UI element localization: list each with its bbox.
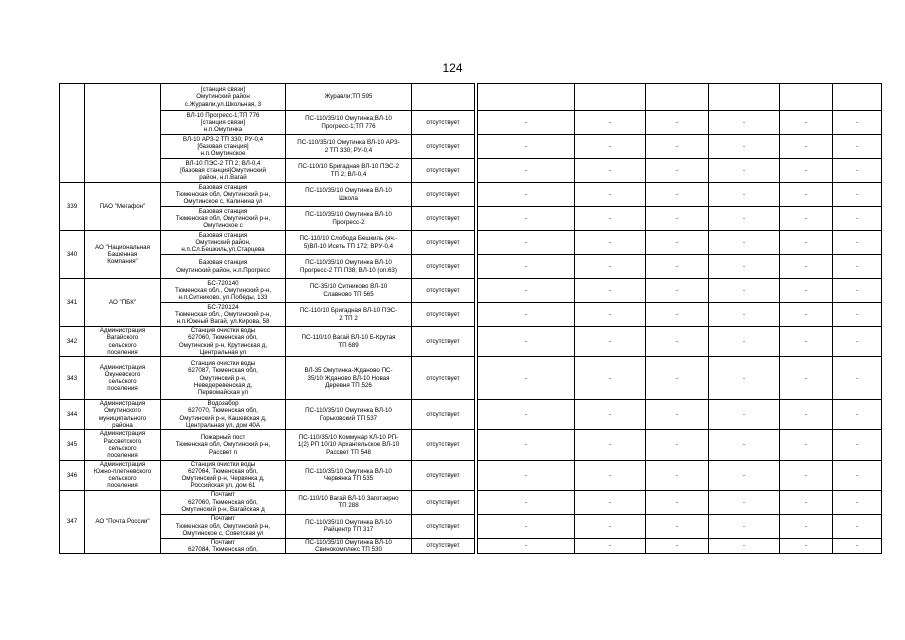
table-row (60, 303, 882, 327)
supply-source-cell: ВЛ-35 Омутинка-Ждановo ПС- 35/10 Ждановo ВЛ-10 Новая Деревня ТП 526 (286, 357, 412, 400)
supply-source-cell: ПС-110/35/10 Омутинка ВЛ-10 Райцентр ТП 317 (286, 514, 412, 538)
table-row (60, 327, 882, 357)
location-cell: [станция связи] Омутинский район с.Журавли,ул.Школьная, 3 (161, 84, 286, 111)
value-cell: - (833, 207, 882, 231)
value-cell: - (780, 159, 833, 183)
value-cell: - (478, 159, 575, 183)
value-cell: - (780, 327, 833, 357)
status-cell (412, 84, 475, 111)
location-cell: Почтамт Тюменская обл, Омутинский р-н, Омутинское с, Советская ул (161, 514, 286, 538)
value-cell: - (780, 303, 833, 327)
table-row (60, 255, 882, 279)
table-row (60, 207, 882, 231)
organization-cell: АО "Почта России" (85, 490, 161, 554)
location-cell: Станция очистки воды 627060, Тюменская обл, Омутинский р-н, Крутинская д, Центральная ул (161, 327, 286, 357)
value-cell: - (646, 538, 709, 554)
consumer-table (59, 83, 882, 554)
value-cell (709, 84, 780, 111)
value-cell: - (780, 279, 833, 303)
row-number-cell: 340 (60, 231, 85, 279)
location-cell: ВЛ-10 ПЭС-2 ТП 2; ВЛ-0,4 [базовая станция]Омутинский район, н.п.Вагай (161, 159, 286, 183)
table-row (60, 159, 882, 183)
value-cell: - (833, 400, 882, 430)
value-cell: - (833, 490, 882, 514)
value-cell: - (780, 460, 833, 490)
value-cell: - (833, 135, 882, 159)
supply-source-cell: ПС-110/35/10 Омутинка ВЛ-10 Школа (286, 183, 412, 207)
value-cell: - (575, 183, 646, 207)
organization-cell: АО "ПБК" (85, 279, 161, 327)
value-cell: - (709, 327, 780, 357)
table-row (60, 460, 882, 490)
status-cell: отсутствует (412, 490, 475, 514)
value-cell: - (646, 183, 709, 207)
status-cell: отсутствует (412, 357, 475, 400)
value-cell: - (833, 357, 882, 400)
value-cell: - (646, 303, 709, 327)
supply-source-cell: ПС-110/35/10 Омутинка ВЛ-10 Свинокомплекс ТП 530 (286, 538, 412, 554)
value-cell: - (575, 279, 646, 303)
value-cell: - (478, 490, 575, 514)
organization-cell: Администрация Южно-плетневского сельского поселения (85, 460, 161, 490)
location-cell: Почтамт 627060, Тюменская обл, Омутинский р-н, Вагайская д (161, 490, 286, 514)
value-cell: - (709, 279, 780, 303)
status-cell: отсутствует (412, 159, 475, 183)
value-cell: - (780, 357, 833, 400)
supply-source-cell: ПС-110/10 Вагай ВЛ-10 Заготзерно ТП 288 (286, 490, 412, 514)
value-cell: - (478, 357, 575, 400)
value-cell: - (780, 183, 833, 207)
value-cell: - (575, 327, 646, 357)
organization-cell (85, 84, 161, 183)
status-cell: отсутствует (412, 183, 475, 207)
row-number-cell: 343 (60, 357, 85, 400)
supply-source-cell: ПС-110/35/10 Омутинка;ВЛ-10 Прогресс-1;ТП 776 (286, 111, 412, 135)
status-cell: отсутствует (412, 430, 475, 460)
value-cell: - (780, 514, 833, 538)
value-cell: - (646, 207, 709, 231)
value-cell: - (709, 231, 780, 255)
table-row (60, 430, 882, 460)
value-cell: - (575, 430, 646, 460)
supply-source-cell: ПС-110/35/10 Омутинка ВЛ-10 Червянка ТП 535 (286, 460, 412, 490)
value-cell: - (833, 159, 882, 183)
value-cell: - (709, 514, 780, 538)
row-number-cell (60, 84, 85, 183)
row-number-cell: 342 (60, 327, 85, 357)
location-cell: Почтамт 627084, Тюменская обл, (161, 538, 286, 554)
value-cell: - (478, 279, 575, 303)
row-number-cell: 344 (60, 400, 85, 430)
value-cell: - (478, 303, 575, 327)
status-cell: отсутствует (412, 514, 475, 538)
location-cell: Базовая станция Тюменская обл, Омутинский р-н, Омутинское с, Калинина ул (161, 183, 286, 207)
supply-source-cell: ПС-110/35/10 Омутинка ВЛ-10 Прогресс-2 (286, 207, 412, 231)
value-cell: - (575, 357, 646, 400)
row-number-cell: 339 (60, 183, 85, 231)
value-cell (780, 84, 833, 111)
value-cell: - (709, 490, 780, 514)
value-cell: - (780, 255, 833, 279)
table-row (60, 279, 882, 303)
value-cell (833, 84, 882, 111)
status-cell: отсутствует (412, 279, 475, 303)
page-number: 124 (442, 61, 463, 75)
location-cell: БС-720124 Тюменская обл., Омутинский р-н, н.п.Южный Вагай, ул.Кирова, 58 (161, 303, 286, 327)
value-cell: - (709, 207, 780, 231)
value-cell: - (780, 400, 833, 430)
value-cell: - (709, 357, 780, 400)
organization-cell: Администрация Окуневского сельского поселения (85, 357, 161, 400)
value-cell: - (478, 255, 575, 279)
table-row (60, 400, 882, 430)
value-cell: - (575, 490, 646, 514)
value-cell: - (833, 460, 882, 490)
value-cell (575, 84, 646, 111)
value-cell: - (478, 460, 575, 490)
value-cell: - (575, 111, 646, 135)
organization-cell: ПАО "Мегафон" (85, 183, 161, 231)
value-cell: - (575, 231, 646, 255)
value-cell: - (780, 111, 833, 135)
value-cell: - (646, 135, 709, 159)
value-cell: - (780, 430, 833, 460)
value-cell: - (478, 135, 575, 159)
value-cell: - (646, 514, 709, 538)
value-cell: - (575, 207, 646, 231)
location-cell: Пожарный пост Тюменская обл, Омутинский р-н, Рассвет п (161, 430, 286, 460)
status-cell: отсутствует (412, 231, 475, 255)
value-cell (478, 84, 575, 111)
status-cell: отсутствует (412, 460, 475, 490)
supply-source-cell: ПС-110/10 Бригадная ВЛ-10 ПЭС-2 ТП 2; ВЛ-0,4 (286, 159, 412, 183)
value-cell: - (709, 538, 780, 554)
location-cell: Станция очистки воды 627064, Тюменская обл, Омутинский р-н, Червянка д, Российская ул, дом 61 (161, 460, 286, 490)
value-cell: - (833, 183, 882, 207)
value-cell: - (478, 231, 575, 255)
value-cell: - (709, 135, 780, 159)
value-cell: - (833, 327, 882, 357)
value-cell: - (833, 111, 882, 135)
row-number-cell: 341 (60, 279, 85, 327)
supply-source-cell: ПС-110/10 Бригадная ВЛ-10 ПЭС- 2 ТП 2 (286, 303, 412, 327)
value-cell: - (833, 538, 882, 554)
status-cell: отсутствует (412, 255, 475, 279)
value-cell: - (709, 111, 780, 135)
supply-source-cell: ПС-110/35/10 Омутинка ВЛ-10 Прогресс-2 ТП П38; ВЛ-10 (оп.63) (286, 255, 412, 279)
table-row (60, 514, 882, 538)
value-cell: - (575, 538, 646, 554)
table-row (60, 84, 882, 111)
table-row (60, 490, 882, 514)
value-cell: - (833, 303, 882, 327)
value-cell: - (709, 430, 780, 460)
value-cell: - (478, 327, 575, 357)
table-row (60, 111, 882, 135)
value-cell: - (709, 460, 780, 490)
organization-cell: Администрация Омутинского муниципального района (85, 400, 161, 430)
value-cell: - (646, 490, 709, 514)
value-cell: - (575, 159, 646, 183)
value-cell: - (478, 207, 575, 231)
location-cell: ВЛ-10 АРЗ-2 ТП 330; РУ-0,4 [базовая станция] н.п.Омутинское (161, 135, 286, 159)
location-cell: БС-720140 Тюменская обл., Омутинский р-н, н.п.Ситниково, ул.Победы, 133 (161, 279, 286, 303)
value-cell: - (478, 111, 575, 135)
value-cell: - (646, 327, 709, 357)
value-cell: - (646, 255, 709, 279)
value-cell: - (646, 279, 709, 303)
value-cell: - (646, 430, 709, 460)
status-cell: отсутствует (412, 303, 475, 327)
supply-source-cell: Журавли;ТП 595 (286, 84, 412, 111)
value-cell: - (478, 183, 575, 207)
value-cell: - (478, 400, 575, 430)
value-cell: - (575, 255, 646, 279)
location-cell: Водозабор 627070, Тюменская обл, Омутинский р-н, Кашевская д, Центральная ул, дом 40А (161, 400, 286, 430)
value-cell: - (709, 303, 780, 327)
value-cell: - (575, 460, 646, 490)
location-cell: Базовая станция Тюменская обл, Омутинский р-н, Омутинское с (161, 207, 286, 231)
value-cell: - (780, 135, 833, 159)
status-cell: отсутствует (412, 538, 475, 554)
table-row (60, 538, 882, 554)
value-cell: - (646, 460, 709, 490)
value-cell (646, 84, 709, 111)
organization-cell: Администрация Вагайского сельского поселения (85, 327, 161, 357)
value-cell: - (646, 231, 709, 255)
value-cell: - (478, 538, 575, 554)
row-number-cell: 347 (60, 490, 85, 554)
location-cell: Станция очистки воды 627087, Тюменская обл, Омутинский р-н, Неведеревенская д, Первомайская ул (161, 357, 286, 400)
location-cell: ВЛ-10 Прогресс-1;ТП 776 [станция связи] н.п.Омутинка (161, 111, 286, 135)
location-cell: Базовая станция Омутинский район, н.п.Сл.Бешкиль,ул.Старцева (161, 231, 286, 255)
value-cell: - (833, 231, 882, 255)
value-cell: - (646, 357, 709, 400)
supply-source-cell: ПС-35/10 Ситниково ВЛ-10 Славново ТП 565 (286, 279, 412, 303)
value-cell: - (646, 159, 709, 183)
organization-cell: Администрация Рассветского сельского поселения (85, 430, 161, 460)
table-row (60, 135, 882, 159)
value-cell: - (709, 159, 780, 183)
table-row (60, 357, 882, 400)
value-cell: - (833, 279, 882, 303)
supply-source-cell: ПС-110/35/10 Коммунар КЛ-10 РП- 1(2) РП 10/10 Архангельское ВЛ-10 Рассвет ТП 548 (286, 430, 412, 460)
supply-source-cell: ПС-110/35/10 Омутинка ВЛ-10 Горьковский ТП 537 (286, 400, 412, 430)
location-cell: Базовая станция Омутинский район, н.п.Прогресс (161, 255, 286, 279)
status-cell: отсутствует (412, 327, 475, 357)
row-number-cell: 346 (60, 460, 85, 490)
row-number-cell: 345 (60, 430, 85, 460)
value-cell: - (833, 255, 882, 279)
status-cell: отсутствует (412, 111, 475, 135)
value-cell: - (575, 514, 646, 538)
value-cell: - (478, 430, 575, 460)
status-cell: отсутствует (412, 207, 475, 231)
value-cell: - (780, 207, 833, 231)
value-cell: - (709, 183, 780, 207)
value-cell: - (575, 303, 646, 327)
value-cell: - (575, 400, 646, 430)
value-cell: - (709, 400, 780, 430)
status-cell: отсутствует (412, 400, 475, 430)
table-row (60, 183, 882, 207)
supply-source-cell: ПС-110/10 Вагай ВЛ-10 Б-Крутая ТП 689 (286, 327, 412, 357)
organization-cell: АО "Национальная Башенная Компания" (85, 231, 161, 279)
value-cell: - (780, 490, 833, 514)
value-cell: - (780, 538, 833, 554)
supply-source-cell: ПС-110/10 Слобода Бешкиль (яч.- 5)ВЛ-10 Исеть ТП 172; ВРУ-0,4 (286, 231, 412, 255)
value-cell: - (780, 231, 833, 255)
table-row (60, 231, 882, 255)
value-cell: - (833, 430, 882, 460)
supply-source-cell: ПС-110/35/10 Омутинка ВЛ-10 АРЗ- 2 ТП 330; РУ-0,4 (286, 135, 412, 159)
value-cell: - (575, 135, 646, 159)
value-cell: - (646, 111, 709, 135)
status-cell: отсутствует (412, 135, 475, 159)
value-cell: - (833, 514, 882, 538)
value-cell: - (646, 400, 709, 430)
value-cell: - (478, 514, 575, 538)
value-cell: - (709, 255, 780, 279)
